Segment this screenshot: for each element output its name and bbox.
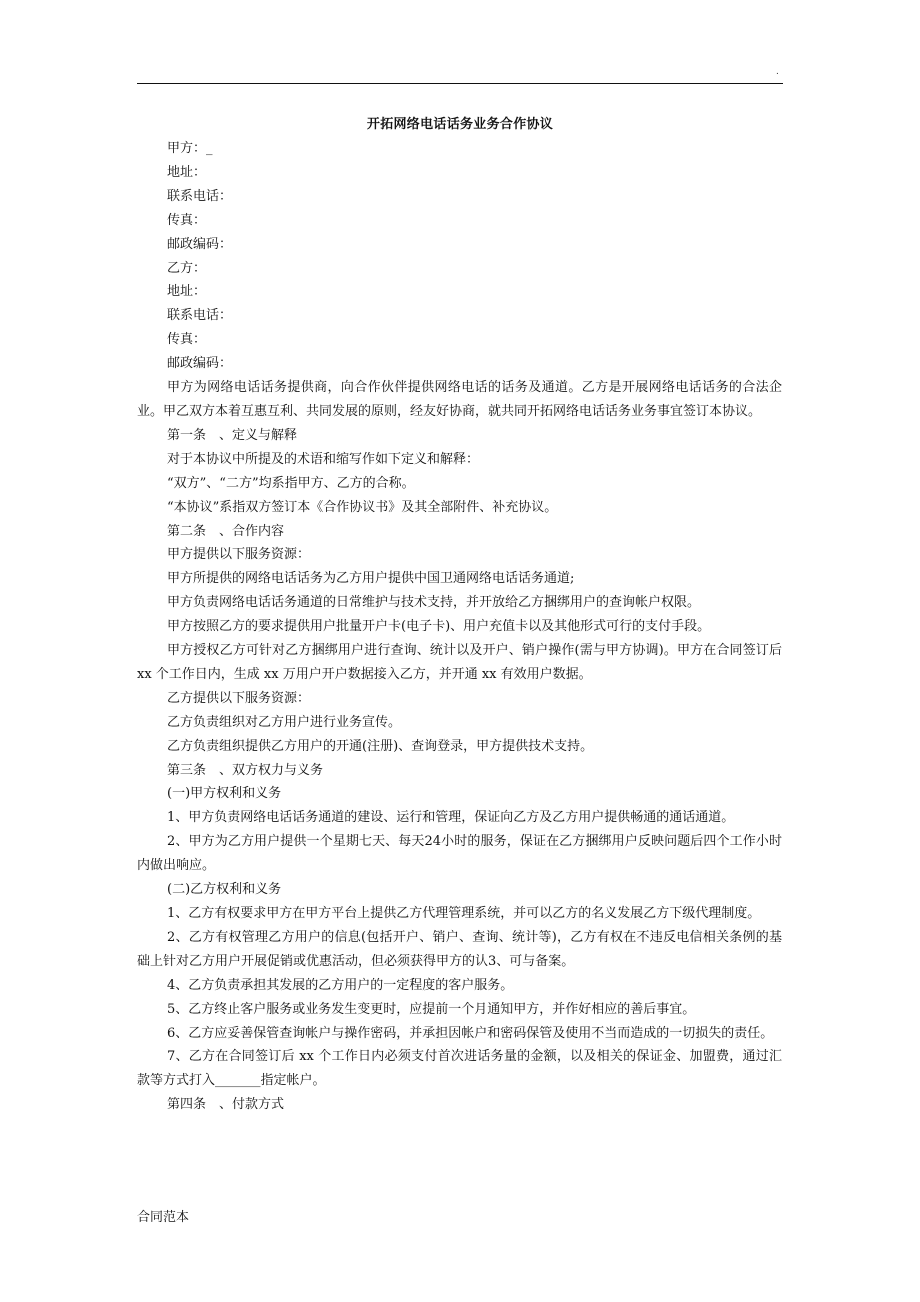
article-2-heading: 第二条 、合作内容 <box>167 523 285 539</box>
document-body <box>137 137 782 1117</box>
header-mark: . <box>776 66 779 77</box>
party-a-postcode: 邮政编码： <box>167 236 233 252</box>
article-3-heading: 第三条 、双方权力与义务 <box>167 762 324 778</box>
party-b-phone: 联系电话： <box>167 308 233 324</box>
subsection-heading: (二)乙方权利和义务 <box>167 882 282 898</box>
clause-item: 6、乙方应妥善保管查询帐户与操作密码，并承担因帐户和密码保管及使用不当而造成的一切损失的责任。 <box>167 1025 774 1041</box>
clause-item: 2、甲方为乙方用户提供一个星期七天、每天24小时的服务，保证在乙方捆绑用户反映问题后四个工作小时内做出响应。 <box>137 834 782 874</box>
party-b-address: 地址： <box>167 284 207 300</box>
clause-item: 1、乙方有权要求甲方在甲方平台上提供乙方代理管理系统，并可以乙方的名义发展乙方下级代理制度。 <box>167 906 761 921</box>
party-b-postcode: 邮政编码： <box>167 356 233 372</box>
subsection-heading: (一)甲方权利和义务 <box>167 786 282 802</box>
clause-item: 2、乙方有权管理乙方用户的信息(包括开户、销户、查询、统计等)，乙方有权在不违反电信相关条例的基础上针对乙方用户开展促销或优惠活动，但必须获得甲方的认3、可与备案。 <box>137 929 782 969</box>
article-4-heading: 第四条 、付款方式 <box>167 1097 285 1113</box>
paragraph: 乙方负责组织对乙方用户进行业务宣传。 <box>167 714 402 730</box>
paragraph: 甲方授权乙方可针对乙方捆绑用户进行查询、统计以及开户、销户操作(需与甲方协调)。甲方在合同签订后 xx 个工作日内，生成 xx 万用户开户数据接入乙方，并开通 xx 有效用户数据。 <box>137 643 782 682</box>
paragraph: 乙方提供以下服务资源： <box>167 690 311 706</box>
paragraph: 甲方按照乙方的要求提供用户批量开户卡(电子卡)、用户充值卡以及其他形式可行的支付手段。 <box>167 619 711 635</box>
article-1-heading: 第一条 、定义与解释 <box>167 427 298 443</box>
header-rule <box>137 83 783 84</box>
party-a-fax: 传真： <box>167 212 207 228</box>
paragraph: “双方”、“二方”均系指甲方、乙方的合称。 <box>167 475 415 491</box>
party-b-name: 乙方： <box>167 260 207 276</box>
preamble-paragraph: 甲方为网络电话话务提供商，向合作伙伴提供网络电话的话务及通道。乙方是开展网络电话话务的合法企业。甲乙双方本着互惠互利、共同发展的原则，经友好协商，就共同开拓网络电话话务业务事宜签订本协议。 <box>137 380 782 419</box>
paragraph: 甲方负责网络电话话务通道的日常维护与技术支持，并开放给乙方捆绑用户的查询帐户权限。 <box>167 595 701 611</box>
paragraph: 甲方提供以下服务资源： <box>167 547 311 563</box>
paragraph: 甲方所提供的网络电话话务为乙方用户提供中国卫通网络电话话务通道; <box>167 571 575 587</box>
paragraph: 对于本协议中所提及的术语和缩写作如下定义和解释： <box>167 451 480 467</box>
clause-item: 4、乙方负责承担其发展的乙方用户的一定程度的客户服务。 <box>167 977 514 993</box>
party-b-fax: 传真： <box>167 332 207 348</box>
party-a-name: 甲方：_ <box>167 141 213 156</box>
clause-item: 7、乙方在合同签订后 xx 个工作日内必须支付首次进话务量的金额，以及相关的保证金、加盟费，通过汇款等方式打入_______指定帐户。 <box>137 1049 782 1089</box>
party-a-address: 地址： <box>167 164 207 180</box>
clause-item: 5、乙方终止客户服务或业务发生变更时，应提前一个月通知甲方，并作好相应的善后事宜。 <box>167 1001 696 1017</box>
paragraph: “本协议”系指双方签订本《合作协议书》及其全部附件、补充协议。 <box>167 499 558 515</box>
page-footer: 合同范本 <box>137 1210 190 1225</box>
document-title: 开拓网络电话话务业务合作协议 <box>366 117 554 132</box>
party-a-phone: 联系电话： <box>167 188 233 204</box>
clause-item: 1、甲方负责网络电话话务通道的建设、运行和管理，保证向乙方及乙方用户提供畅通的通话通道。 <box>167 810 735 826</box>
paragraph: 乙方负责组织提供乙方用户的开通(注册)、查询登录，甲方提供技术支持。 <box>167 738 594 754</box>
